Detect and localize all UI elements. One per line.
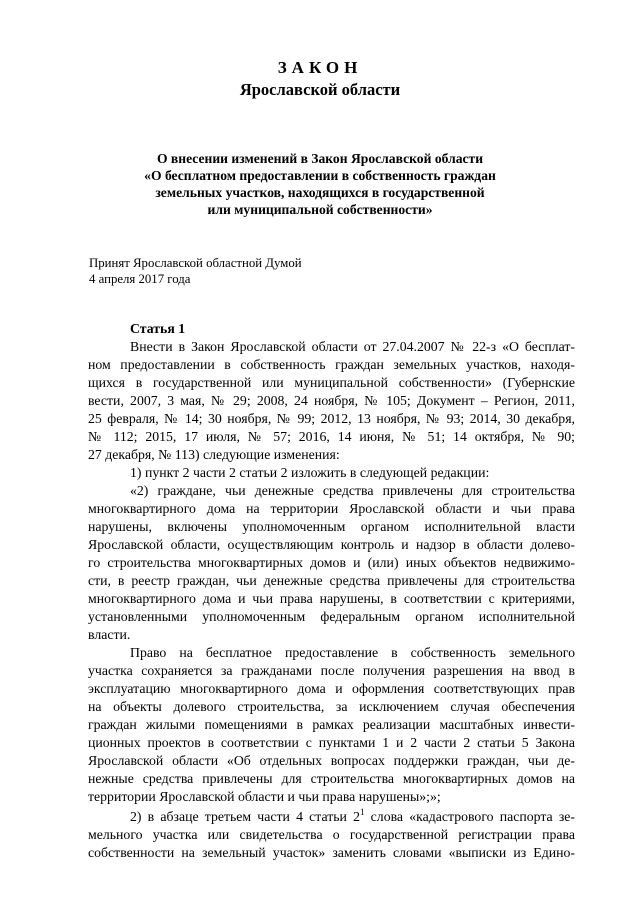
body-line: Ярославской области, осуществляющим контроль и надзор в области долево-: [88, 537, 575, 552]
body-text: слова «кадастрового паспорта зе-: [364, 809, 575, 824]
body-line: многоквартирного дома и чьи права нарушены, в соответствии с критериями,: [88, 591, 575, 606]
subject-line: или муниципальной собственности»: [207, 202, 433, 217]
body-line: собственности на земельный участок» заменить словами «выписки из Едино-: [88, 845, 575, 860]
body-line: го строительства многоквартирных домов и (или) иных объектов недвижимо-: [88, 555, 575, 570]
body-line: 1) пункт 2 части 2 статьи 2 изложить в следующей редакции:: [130, 465, 490, 480]
body-line: установленными уполномоченным федеральным органом исполнительной: [88, 609, 575, 624]
body-line: сти, в реестр граждан, чьи денежные средства привлечены для строительства: [88, 573, 575, 588]
law-region: Ярославской области: [239, 80, 401, 99]
adoption-line: Принят Ярославской областной Думой: [89, 256, 302, 270]
body-line: 25 февраля, № 14; 30 ноября, № 99; 2012, 13 ноября, № 93; 2014, 30 декабря,: [88, 411, 575, 426]
body-line: Ярославской области «Об отдельных вопросах поддержки граждан, чьи де-: [88, 753, 575, 768]
body-line: на объекты долевого строительства, за исключением случая обеспечения: [88, 699, 575, 714]
article-heading: Статья 1: [130, 321, 186, 336]
body-line: участка сохраняется за гражданами после получения разрешения на ввод в: [88, 663, 575, 678]
subject-line: «О бесплатном предоставлении в собственность граждан: [144, 168, 496, 183]
adoption-date: 4 апреля 2017 года: [89, 272, 191, 286]
body-line: вести, 2007, 3 мая, № 29; 2008, 24 ноября, № 105; Документ – Регион, 2011,: [88, 393, 575, 408]
law-word: ЗАКОН: [277, 58, 363, 77]
body-line: щихся в государственной или муниципальной собственности» (Губернские: [88, 375, 575, 390]
body-line: «2) граждане, чьи денежные средства привлечены для строительства: [130, 483, 575, 498]
body-line: Право на бесплатное предоставление в собственность земельного: [130, 645, 575, 660]
body-line: нежные средства привлечены для строительства многоквартирных домов на: [88, 771, 575, 786]
superscript-mark: 1: [360, 807, 365, 817]
body-line: власти.: [88, 627, 131, 642]
subject-line: О внесении изменений в Закон Ярославской области: [156, 151, 484, 166]
body-line: [130, 808, 575, 826]
body-line: граждан жилыми помещениями в рамках реализации масштабных инвести-: [88, 717, 575, 732]
body-line: эксплуатацию многоквартирного дома и оформления соответствующих прав: [88, 681, 575, 696]
body-text: 2) в абзаце третьем части 4 статьи 2: [130, 809, 361, 824]
body-line: ном предоставлении в собственность граждан земельных участков, находя-: [88, 357, 575, 372]
body-line: территории Ярославской области и чьи права нарушены»;»;: [88, 789, 441, 804]
subject-line: земельных участков, находящихся в государственной: [155, 185, 485, 200]
body-line: 27 декабря, № 113) следующие изменения:: [88, 447, 340, 462]
body-line: многоквартирного дома на территории Ярославской области и чьи права: [88, 501, 575, 516]
body-line: № 112; 2015, 17 июля, № 57; 2016, 14 июня, № 51; 14 октября, № 90;: [88, 429, 575, 444]
body-line: ционных проектов в соответствии с пунктами 1 и 2 части 2 статьи 5 Закона: [88, 735, 575, 750]
body-line: мельного участка или свидетельства о государственной регистрации права: [88, 827, 575, 842]
body-line: Внести в Закон Ярославской области от 27.04.2007 № 22-з «О бесплат-: [130, 339, 575, 354]
body-line: нарушены, включены уполномоченным органом исполнительной власти: [88, 519, 575, 534]
